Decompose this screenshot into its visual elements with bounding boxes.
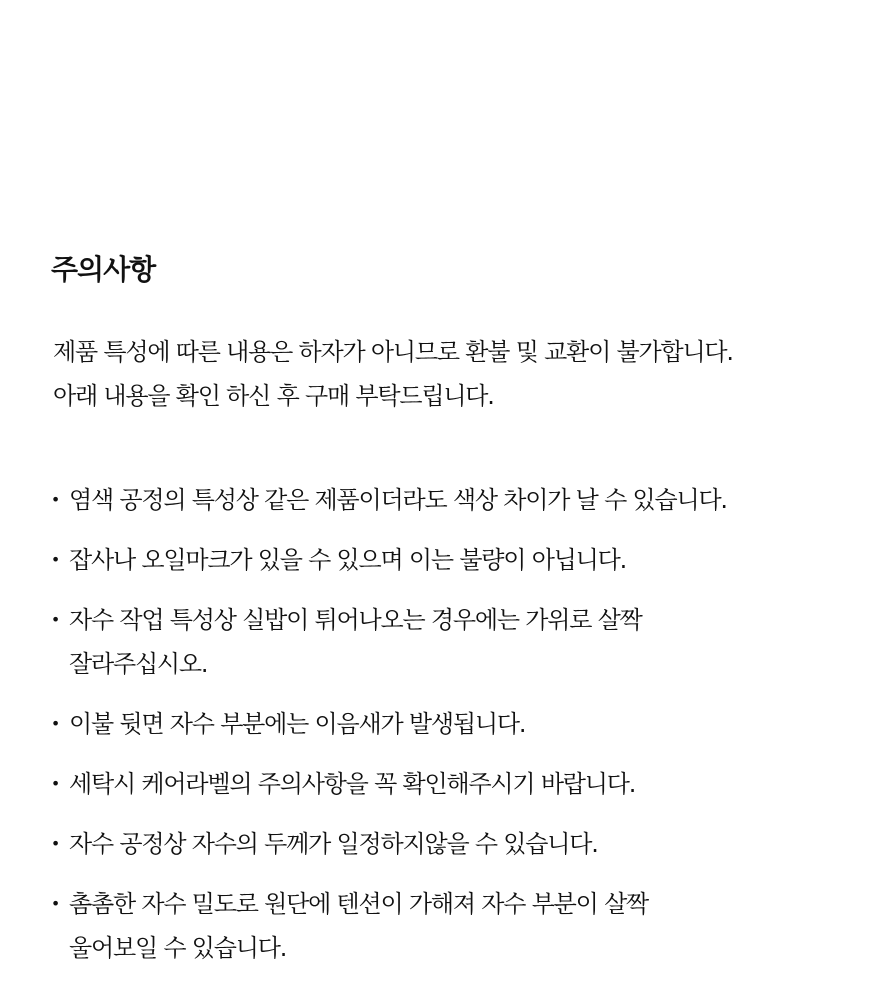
bullet-icon: • [50,774,60,793]
bullet-icon: • [50,610,60,629]
notice-item [48,822,848,866]
notice-text: 잡사나 오일마크가 있을 수 있으며 이는 불량이 아닙니다. [69,546,627,574]
notice-text: 자수 공정상 자수의 두께가 일정하지않을 수 있습니다. [69,830,598,858]
bullet-icon: • [50,490,60,509]
intro-line: 제품 특성에 따른 내용은 하자가 아니므로 환불 및 교환이 불가합니다. [53,338,733,366]
notice-text: 세탁시 케어라벨의 주의사항을 꼭 확인해주시기 바랍니다. [69,770,636,798]
bullet-icon: • [50,894,60,913]
notice-item [48,538,848,582]
notice-text: 이불 뒷면 자수 부분에는 이음새가 발생됩니다. [69,710,526,738]
notice-item [48,478,848,522]
notice-item [48,702,848,746]
notice-text: 염색 공정의 특성상 같은 제품이더라도 색상 차이가 날 수 있습니다. [69,486,727,514]
notice-item [48,598,848,686]
bullet-icon: • [50,834,60,853]
notice-item [48,882,848,970]
notice-text: 자수 작업 특성상 실밥이 튀어나오는 경우에는 가위로 살짝 [69,606,642,634]
intro-text [53,330,853,418]
notice-text: 울어보일 수 있습니다. [69,934,287,962]
bullet-icon: • [50,714,60,733]
notice-text: 촘촘한 자수 밀도로 원단에 텐션이 가해져 자수 부분이 살짝 [69,890,649,918]
section-title: 주의사항 [51,253,156,286]
notice-list [48,478,848,986]
bullet-icon: • [50,550,60,569]
notice-item [48,762,848,806]
notice-text: 잘라주십시오. [69,650,208,678]
intro-line: 아래 내용을 확인 하신 후 구매 부탁드립니다. [53,382,494,410]
